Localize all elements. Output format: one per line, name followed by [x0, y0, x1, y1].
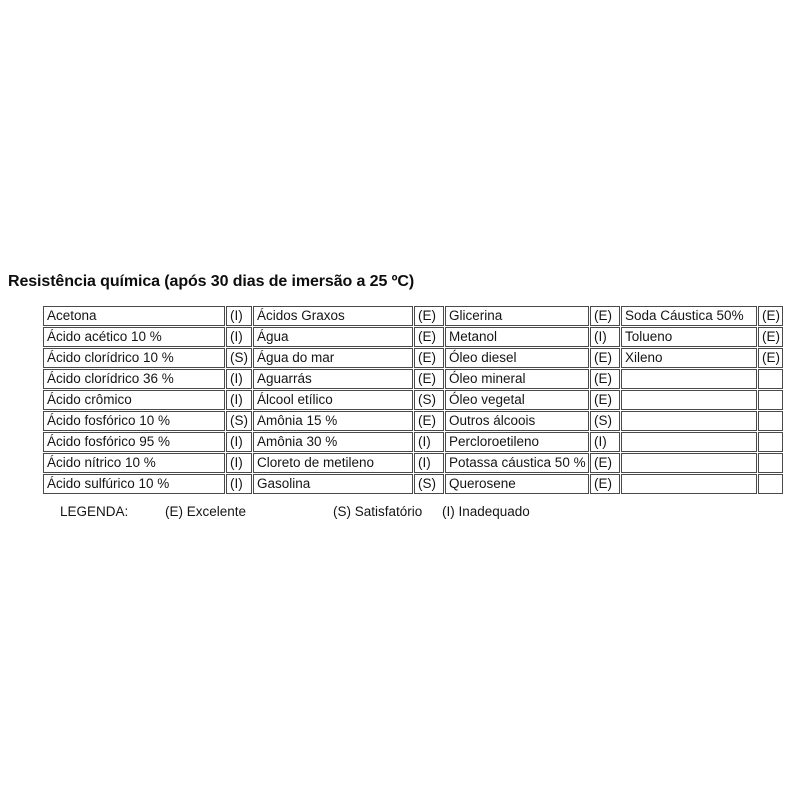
rating-cell: (I) [226, 474, 252, 494]
chemical-name-cell [621, 453, 757, 473]
chemical-name-cell: Cloreto de metileno [253, 453, 413, 473]
rating-cell: (E) [758, 348, 783, 368]
rating-cell: (I) [226, 432, 252, 452]
chemical-name-cell [621, 432, 757, 452]
rating-cell: (E) [758, 306, 783, 326]
chemical-name-cell [621, 474, 757, 494]
rating-cell: (S) [414, 390, 444, 410]
chemical-name-cell: Água [253, 327, 413, 347]
rating-cell: (E) [590, 306, 620, 326]
table-row [43, 411, 783, 431]
table-row [43, 474, 783, 494]
table-row [43, 348, 783, 368]
chemical-name-cell: Amônia 15 % [253, 411, 413, 431]
rating-cell: (E) [414, 306, 444, 326]
table-row [43, 453, 783, 473]
rating-cell: (E) [590, 390, 620, 410]
legend-item-satisfatorio: (S) Satisfatório [333, 504, 423, 519]
page-title: Resistência química (após 30 dias de imersão a 25 ºC) [8, 273, 415, 290]
table-row [43, 390, 783, 410]
rating-cell: (E) [414, 327, 444, 347]
rating-cell: (I) [226, 369, 252, 389]
rating-cell [758, 411, 783, 431]
rating-cell: (I) [226, 453, 252, 473]
rating-cell: (I) [414, 432, 444, 452]
chemical-name-cell: Ácido crômico [43, 390, 225, 410]
table-row [43, 327, 783, 347]
rating-cell: (I) [414, 453, 444, 473]
chemical-name-cell: Acetona [43, 306, 225, 326]
rating-cell [758, 474, 783, 494]
rating-cell [758, 453, 783, 473]
chemical-resistance-table [42, 305, 784, 495]
chemical-name-cell: Óleo mineral [445, 369, 589, 389]
chemical-name-cell [621, 369, 757, 389]
chemical-name-cell [621, 390, 757, 410]
rating-cell: (E) [414, 369, 444, 389]
chemical-name-cell: Xileno [621, 348, 757, 368]
rating-cell: (I) [226, 327, 252, 347]
legend-item-excelente: (E) Excelente [165, 504, 247, 519]
chemical-name-cell: Ácido fosfórico 10 % [43, 411, 225, 431]
rating-cell: (E) [590, 369, 620, 389]
legend [0, 504, 800, 524]
rating-cell [758, 369, 783, 389]
rating-cell: (I) [590, 327, 620, 347]
chemical-name-cell: Água do mar [253, 348, 413, 368]
chemical-name-cell: Outros álcoois [445, 411, 589, 431]
chemical-name-cell: Ácido nítrico 10 % [43, 453, 225, 473]
chemical-name-cell: Ácidos Graxos [253, 306, 413, 326]
legend-item-inadequado: (I) Inadequado [442, 504, 530, 519]
rating-cell: (E) [590, 453, 620, 473]
chemical-name-cell: Ácido fosfórico 95 % [43, 432, 225, 452]
chemical-name-cell: Soda Cáustica 50% [621, 306, 757, 326]
chemical-name-cell: Querosene [445, 474, 589, 494]
table-row [43, 306, 783, 326]
rating-cell [758, 432, 783, 452]
chemical-name-cell: Metanol [445, 327, 589, 347]
rating-cell: (E) [758, 327, 783, 347]
rating-cell: (E) [414, 411, 444, 431]
rating-cell: (E) [590, 348, 620, 368]
chemical-name-cell: Ácido acético 10 % [43, 327, 225, 347]
chemical-name-cell: Percloroetileno [445, 432, 589, 452]
rating-cell: (I) [226, 390, 252, 410]
rating-cell: (E) [590, 474, 620, 494]
chemical-name-cell: Glicerina [445, 306, 589, 326]
rating-cell: (S) [226, 348, 252, 368]
chemical-name-cell: Álcool etílico [253, 390, 413, 410]
legend-label: LEGENDA: [60, 504, 129, 519]
rating-cell [758, 390, 783, 410]
rating-cell: (S) [590, 411, 620, 431]
chemical-name-cell: Amônia 30 % [253, 432, 413, 452]
chemical-name-cell: Óleo vegetal [445, 390, 589, 410]
rating-cell: (E) [414, 348, 444, 368]
chemical-name-cell: Óleo diesel [445, 348, 589, 368]
chemical-name-cell: Tolueno [621, 327, 757, 347]
chemical-name-cell: Gasolina [253, 474, 413, 494]
rating-cell: (S) [414, 474, 444, 494]
rating-cell: (I) [590, 432, 620, 452]
rating-cell: (S) [226, 411, 252, 431]
chemical-name-cell [621, 411, 757, 431]
chemical-name-cell: Ácido clorídrico 36 % [43, 369, 225, 389]
chemical-name-cell: Ácido clorídrico 10 % [43, 348, 225, 368]
table-row [43, 432, 783, 452]
table-row [43, 369, 783, 389]
rating-cell: (I) [226, 306, 252, 326]
chemical-name-cell: Potassa cáustica 50 % [445, 453, 589, 473]
chemical-name-cell: Ácido sulfúrico 10 % [43, 474, 225, 494]
chemical-name-cell: Aguarrás [253, 369, 413, 389]
